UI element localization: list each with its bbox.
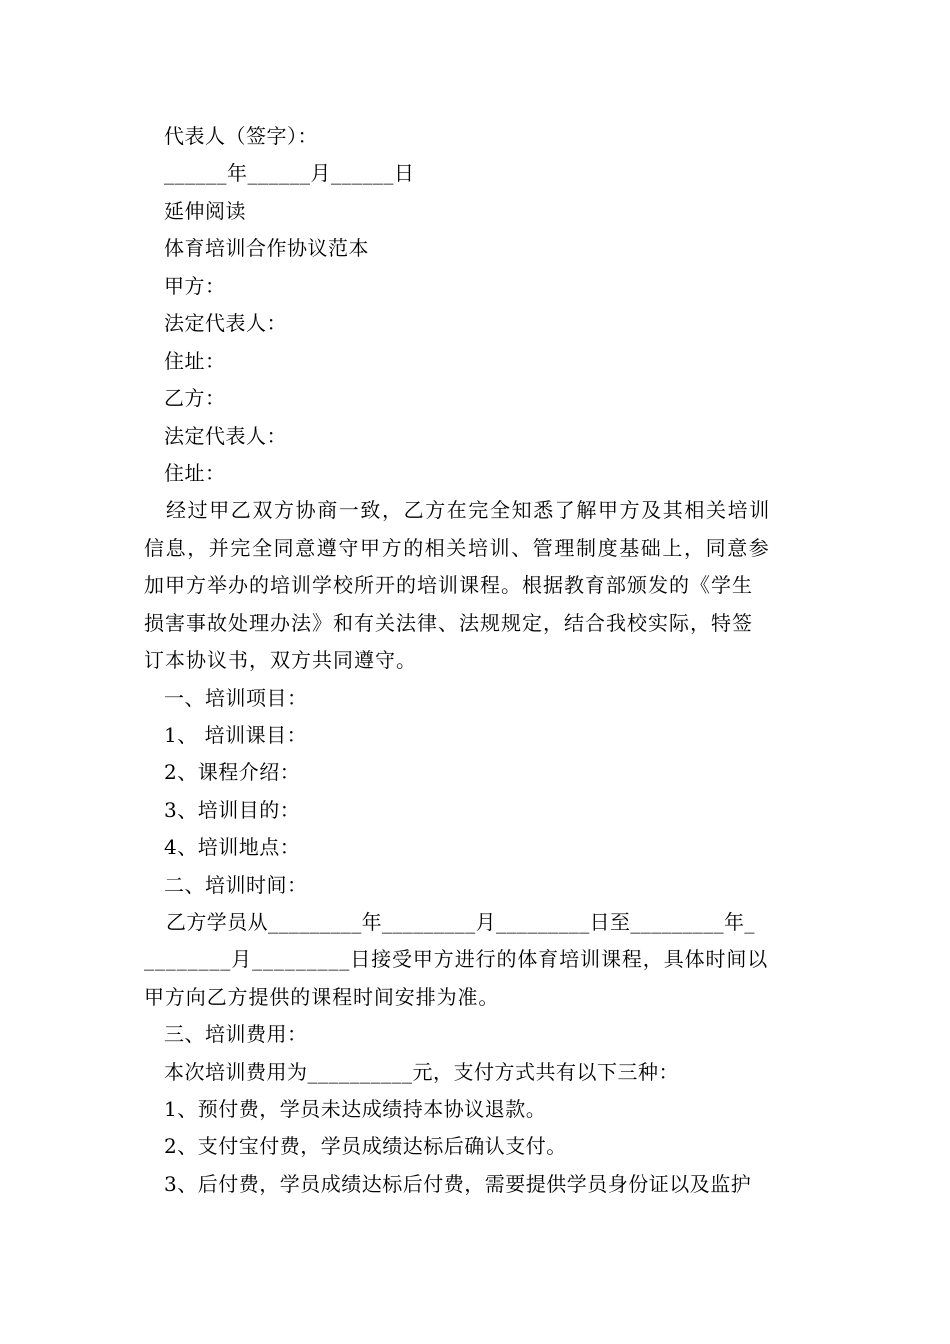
party-a-label: 甲方： — [164, 274, 226, 298]
section-2-title: 二、培训时间： — [164, 873, 308, 897]
section-3-line: 本次培训费用为__________元，支付方式共有以下三种： — [164, 1060, 679, 1084]
date-line: ______年______月______日 — [164, 161, 415, 185]
intro-paragraph-line: 经过甲乙双方协商一致，乙方在完全知悉了解甲方及其相关培训 — [166, 498, 771, 522]
party-a-representative-label: 法定代表人： — [164, 311, 287, 335]
intro-paragraph-line: 加甲方举办的培训学校所开的培训课程。根据教育部颁发的《学生 — [144, 573, 753, 597]
intro-paragraph-line: 信息，并完全同意遵守甲方的相关培训、管理制度基础上，同意参 — [144, 536, 771, 560]
section-1-title: 一、培训项目： — [164, 686, 308, 710]
party-b-address-label: 住址： — [164, 461, 226, 485]
intro-paragraph-line: 损害事故处理办法》和有关法律、法规规定，结合我校实际，特签 — [144, 611, 753, 635]
extended-reading-label: 延伸阅读 — [164, 199, 246, 223]
party-b-representative-label: 法定代表人： — [164, 424, 287, 448]
section-3-line: 2、支付宝付费，学员成绩达标后确认支付。 — [164, 1134, 567, 1158]
section-3-title: 三、培训费用： — [164, 1022, 308, 1046]
section-1-item: 4、培训地点： — [164, 835, 301, 859]
section-1-item: 1、 培训课目： — [164, 723, 308, 747]
party-a-address-label: 住址： — [164, 349, 226, 373]
section-2-paragraph-line: 乙方学员从_________年_________月_________日至_________年_ — [166, 910, 755, 934]
signature-label: 代表人（签字）： — [164, 124, 318, 148]
section-1-item: 3、培训目的： — [164, 798, 301, 822]
agreement-title: 体育培训合作协议范本 — [164, 236, 369, 260]
section-2-paragraph-line: 甲方向乙方提供的课程时间安排为准。 — [144, 985, 500, 1009]
intro-paragraph-line: 订本协议书，双方共同遵守。 — [144, 648, 417, 672]
party-b-label: 乙方： — [164, 386, 226, 410]
section-3-line: 3、后付费，学员成绩达标后付费，需要提供学员身份证以及监护 — [164, 1172, 752, 1196]
section-3-line: 1、预付费，学员未达成绩持本协议退款。 — [164, 1097, 547, 1121]
section-2-paragraph-line: ________月_________日接受甲方进行的体育培训课程，具体时间以 — [144, 947, 769, 971]
section-1-item: 2、课程介绍： — [164, 760, 301, 784]
